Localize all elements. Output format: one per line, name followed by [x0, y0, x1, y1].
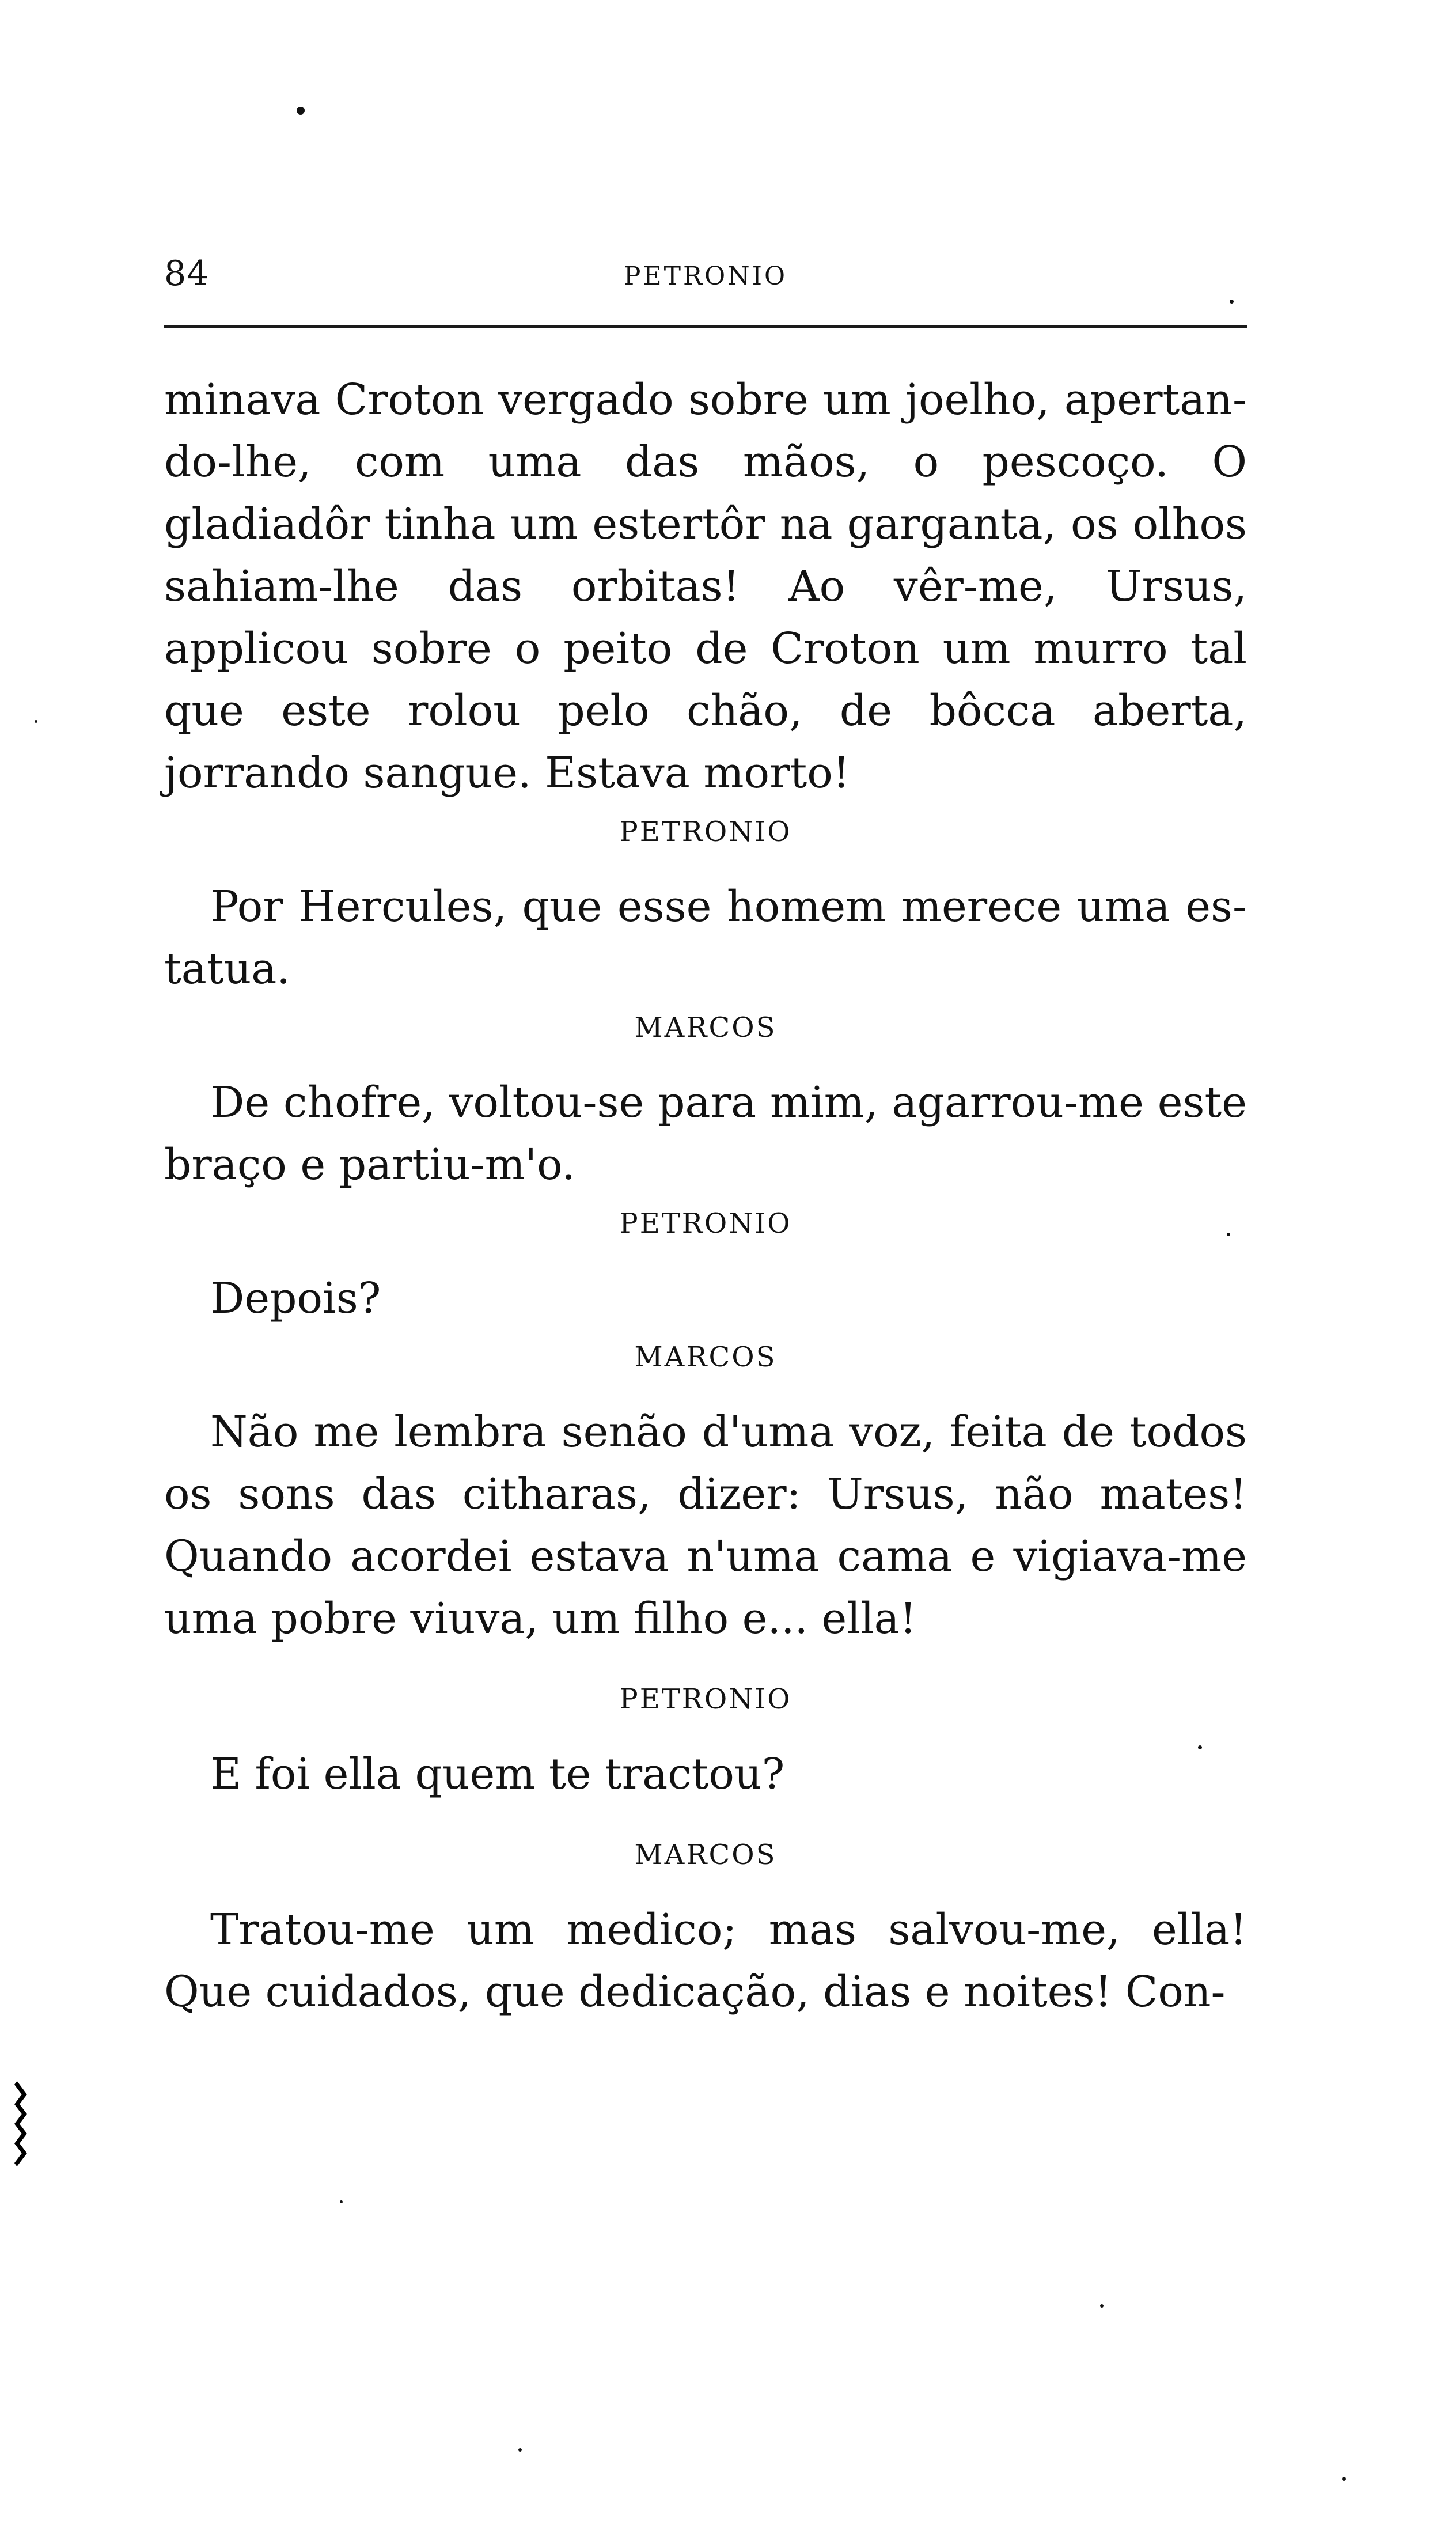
- speaker-label: MARCOS: [634, 1012, 777, 1044]
- speaker-label: PETRONIO: [619, 1207, 792, 1240]
- header-rule: [164, 325, 1247, 328]
- scan-speck: [1230, 300, 1234, 304]
- paragraph-1: minava Croton vergado sobre um joelho, apertan-do-lhe, com uma das mãos, o pescoço. O gladiadôr tinha um estertôr na garganta, os olhos sahiam-lhe das orbitas! Ao vêr-me, Ursus, applicou sobre o peito de Croton um murro tal que este rolou pelo chão, de bôcca aberta, jorrando sangue. Estava morto!: [164, 375, 1247, 798]
- paragraph-2: Por Hercules, que esse homem merece uma es-tatua.: [164, 882, 1247, 994]
- scan-speck: [518, 2448, 522, 2452]
- scan-speck: [1198, 1745, 1202, 1749]
- paragraph-3: De chofre, voltou-se para mim, agarrou-me este braço e partiu-m'o.: [164, 1078, 1247, 1189]
- page-body: [164, 369, 1247, 2023]
- scan-speck: [1227, 1233, 1230, 1236]
- speaker-label: MARCOS: [634, 1341, 777, 1373]
- paragraph-5: Não me lembra senão d'uma voz, feita de todos os sons das citharas, dizer: Ursus, não mates! Quando acordei estava n'uma cama e vigiava-me uma pobre viuva, um filho e... ella!: [164, 1407, 1247, 1643]
- scan-speck: [1100, 2304, 1104, 2308]
- speaker-label: MARCOS: [634, 1839, 777, 1871]
- page-header: [164, 253, 1247, 294]
- speaker-label: PETRONIO: [619, 816, 792, 848]
- paragraph-7: Tratou-me um medico; mas salvou-me, ella! Que cuidados, que dedicação, dias e noites! Con-: [164, 1905, 1247, 2017]
- paragraph-4: Depois?: [210, 1274, 381, 1323]
- running-title: PETRONIO: [623, 262, 788, 291]
- speaker-label: PETRONIO: [619, 1683, 792, 1715]
- scan-speck: [35, 720, 37, 723]
- page-number: 84: [164, 253, 210, 294]
- paragraph-6: E foi ella quem te tractou?: [210, 1749, 785, 1799]
- scan-speck: [1342, 2477, 1346, 2481]
- margin-bracket-icon: ⧘: [11, 2052, 31, 2193]
- scan-speck: [297, 107, 305, 115]
- scan-speck: [340, 2200, 343, 2203]
